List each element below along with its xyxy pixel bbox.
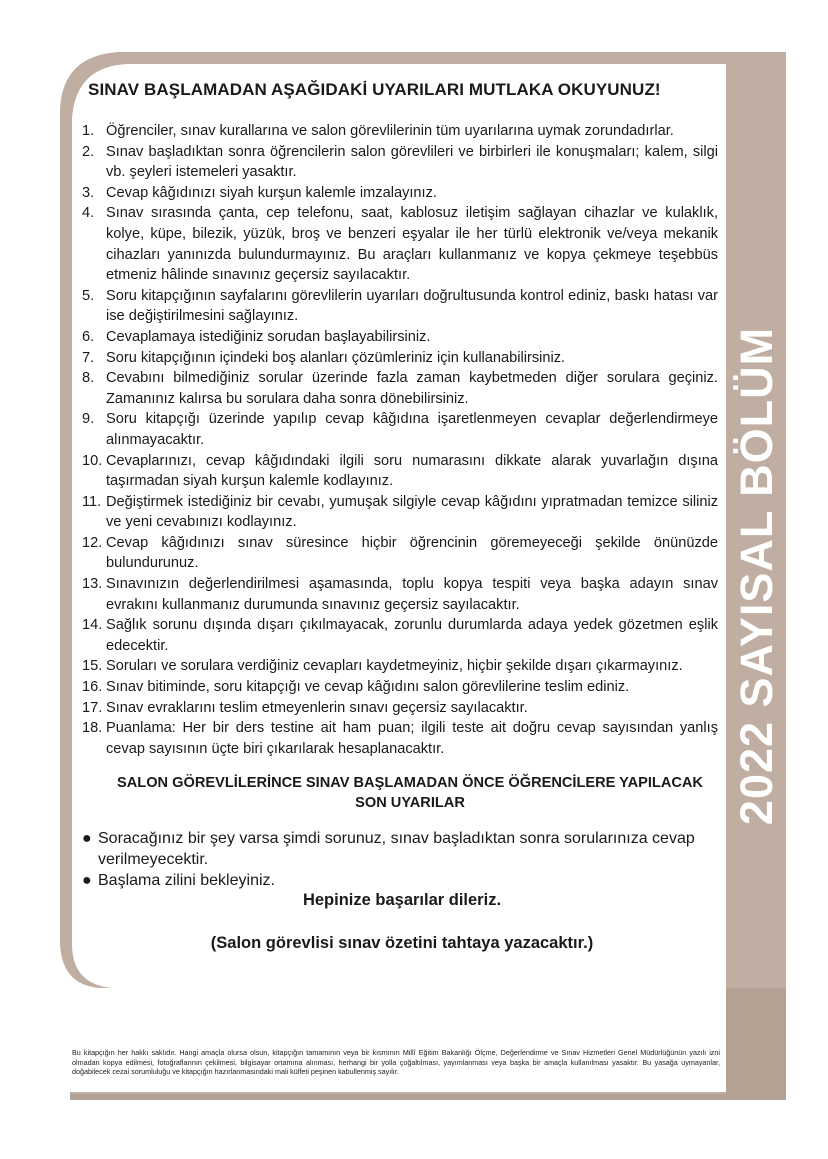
list-item-text: Sınav başladıktan sonra öğrencilerin salon görevlileri ve birbirleri ile konuşmaları; kalem, silgi vb. şeyleri istemeleri yasaktır.	[106, 143, 718, 181]
list-item-text: Sınav evraklarını teslim etmeyenlerin sınavı geçersiz sayılacaktır.	[106, 699, 528, 716]
list-item-number: 4.	[82, 205, 95, 222]
list-item	[82, 492, 718, 533]
list-item-text: Cevap kâğıdınızı sınav süresince hiçbir öğrencinin göremeyeceği şekilde önünüzde bulundurunuz.	[106, 534, 718, 572]
list-item-number: 6.	[82, 328, 95, 345]
list-item-text: Cevabını bilmediğiniz sorular üzerinde fazla zaman kaybetmeden diğer sorulara geçiniz. Zamanınız kalırsa bu sorulara daha sonra dönebilirsiniz.	[106, 370, 718, 407]
list-item-number: 14.	[82, 617, 103, 634]
section-label	[731, 296, 783, 856]
list-item-number: 11.	[82, 493, 102, 510]
list-item-text: Sağlık sorunu dışında dışarı çıkılmayacak, zorunlu durumlarda adaya yedek gözetmen eşlik edecektir.	[106, 617, 718, 654]
list-item-number: 9.	[82, 411, 95, 428]
list-item-number: 2.	[82, 143, 95, 160]
section-label-text: 2022 SAYISAL BÖLÜM	[731, 326, 782, 826]
list-item-number: 13.	[82, 576, 103, 593]
sub-title-line1: SALON GÖREVLİLERİNCE SINAV BAŞLAMADAN ÖNCE ÖĞRENCİLERE YAPILACAK	[117, 775, 703, 791]
list-item-text: Başlama zilini bekleyiniz.	[98, 872, 275, 889]
list-item-text: Sınav bitiminde, soru kitapçığı ve cevap kâğıdını salon görevlilerine teslim ediniz.	[106, 679, 630, 696]
bullet-icon: ●	[82, 872, 92, 889]
list-item	[82, 533, 718, 574]
list-item-text: Soru kitapçığı üzerinde yapılıp cevap kâğıdına işaretlenmeyen cevaplar değerlendirmeye alınmayacaktır.	[106, 411, 718, 448]
list-item-text: Cevap kâğıdınızı siyah kurşun kalemle imzalayınız.	[106, 184, 437, 201]
list-item	[82, 286, 718, 327]
list-item	[82, 870, 722, 891]
list-item	[82, 677, 718, 698]
list-item-number: 7.	[82, 349, 95, 366]
list-item-number: 8.	[82, 370, 95, 387]
list-item-number: 10.	[82, 452, 103, 469]
list-item-number: 5.	[82, 287, 95, 304]
list-item	[82, 698, 718, 719]
list-item	[82, 327, 718, 348]
rules-list	[82, 121, 718, 759]
list-item-text: Soruları ve sorulara verdiğiniz cevapları kaydetmeyiniz, hiçbir şekilde dışarı çıkarmayınız.	[106, 658, 683, 675]
list-item-number: 16.	[82, 679, 103, 696]
list-item-text: Soru kitapçığının içindeki boş alanları çözümleriniz için kullanabilirsiniz.	[106, 349, 566, 366]
list-item-text: Sınavınızın değerlendirilmesi aşamasında, toplu kopya tespiti veya başka adayın sınav evrakını kullanmanız durumunda sınavınız geçersiz sayılacaktır.	[106, 576, 718, 613]
list-item-number: 3.	[82, 184, 95, 201]
copyright-footer: Bu kitapçığın her hakkı saklıdır. Hangi amaçla olursa olsun, kitapçığın tamamının veya bir kısmının Millî Eğitim Bakanlığı Ölçme, Değerlendirme ve Sınav Hizmetleri Genel Müdürlüğünün yazılı izni olmadan kopya edilmesi, fotoğraflarının çekilmesi, bilgisayar ortamına alınması, herhangi bir yolla çoğaltılması, yayımlanması veya başka bir amaçla kullanılması yasaktır. Bu yasağa uymayanlar, doğabilecek cezai sorumluluğu ve kitapçığın hazırlanmasındaki mali külfeti peşinen kabullenmiş sayılır.	[72, 1048, 720, 1077]
list-item-text: Öğrenciler, sınav kurallarına ve salon görevlilerinin tüm uyarılarına uymak zorundadırlar.	[106, 123, 674, 139]
list-item	[82, 574, 718, 615]
list-item	[82, 656, 718, 677]
final-warnings-list	[82, 828, 722, 891]
footer-area	[0, 1000, 726, 1092]
list-item-number: 18.	[82, 720, 103, 737]
list-item-text: Cevaplarınızı, cevap kâğıdındaki ilgili soru numarasını dikkate alarak yuvarlağın dışına taşırmadan siyah kurşun kalemle kodlayınız.	[106, 452, 718, 490]
sub-title-line2: SON UYARILAR	[355, 795, 465, 811]
list-item	[82, 348, 718, 369]
good-luck-message: Hepinize başarılar dileriz.	[302, 891, 502, 909]
list-item-number: 12.	[82, 534, 103, 551]
proctor-note: (Salon görevlisi sınav özetini tahtaya yazacaktır.)	[210, 934, 594, 952]
list-item	[82, 409, 718, 450]
page-title: SINAV BAŞLAMADAN AŞAĞIDAKİ UYARILARI MUTLAKA OKUYUNUZ!	[88, 80, 661, 99]
list-item	[82, 121, 718, 142]
list-item	[82, 142, 718, 183]
list-item	[82, 828, 722, 870]
list-item-number: 15.	[82, 658, 103, 675]
list-item	[82, 451, 718, 492]
list-item	[82, 183, 718, 204]
list-item-text: Puanlama: Her bir ders testine ait ham puan; ilgili teste ait doğru cevap sayısından yanlış cevap sayısının üçte biri çıkarılarak hesaplanacaktır.	[106, 720, 718, 757]
list-item-number: 1.	[82, 123, 95, 139]
list-item	[82, 203, 718, 285]
list-item	[82, 368, 718, 409]
list-item-number: 17.	[82, 699, 103, 716]
sub-title	[100, 773, 720, 813]
list-item-text: Cevaplamaya istediğiniz sorudan başlayabilirsiniz.	[106, 328, 431, 345]
list-item-text: Değiştirmek istediğiniz bir cevabı, yumuşak silgiyle cevap kâğıdını yıpratmadan temizce siliniz ve yeni cevabınızı kodlayınız.	[106, 493, 718, 531]
list-item	[82, 615, 718, 656]
list-item-text: Soracağınız bir şey varsa şimdi sorunuz, sınav başladıktan sonra sorularınıza cevap verilmeyecektir.	[98, 830, 695, 868]
list-item-text: Soru kitapçığının sayfalarını görevlilerin uyarıları doğrultusunda kontrol ediniz, baskı hatası var ise değiştirilmesini sağlayınız.	[106, 287, 718, 325]
list-item	[82, 718, 718, 759]
bullet-icon: ●	[82, 830, 92, 847]
list-item-text: Sınav sırasında çanta, cep telefonu, saat, kablosuz iletişim sağlayan cihazlar ve kulaklık, kolye, küpe, bilezik, yüzük, broş ve benzeri eşyalar ile her türlü elektronik ve/veya mekanik cihazları yanınızda bulundurmayınız. Bu araçları kullanmanız ve kopya çekmeye teşebbüs etmeniz hâlinde sınavınız geçersiz sayılacaktır.	[106, 205, 718, 284]
